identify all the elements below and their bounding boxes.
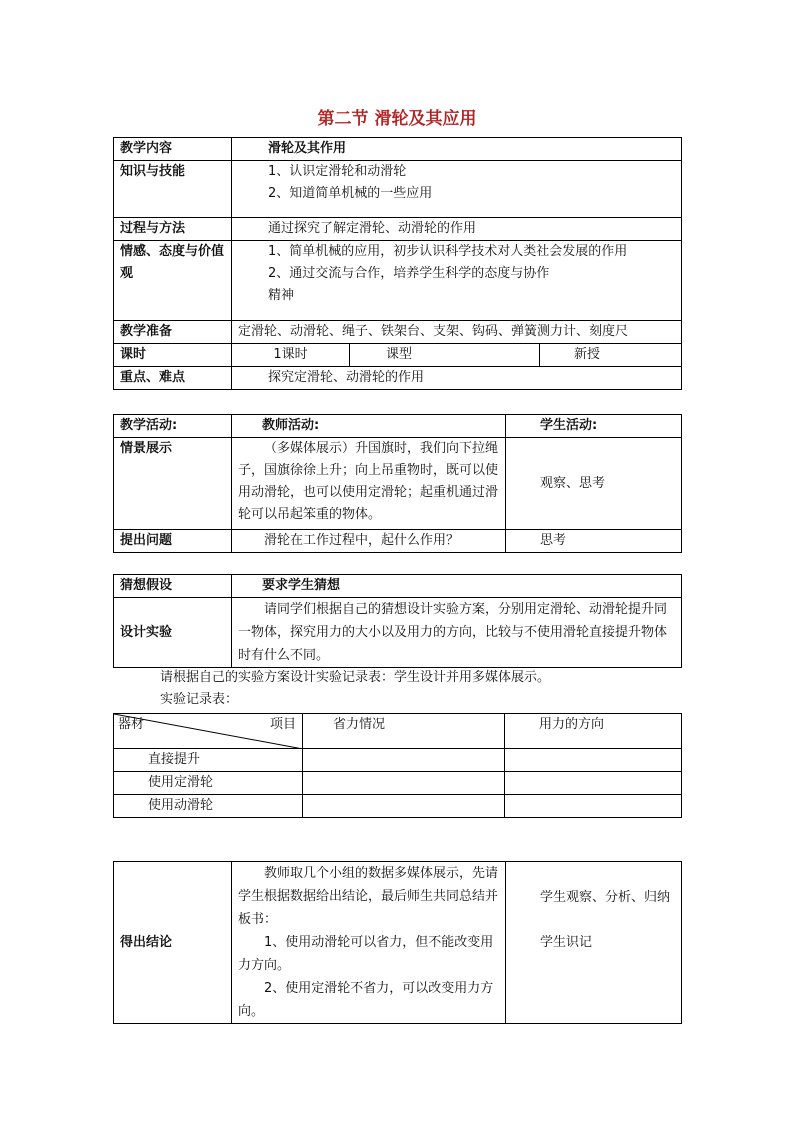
emotion-item: 2、通过交流与合作，培养学生科学的态度与协作 (268, 266, 550, 281)
scene-label: 情景展示 (114, 438, 232, 530)
type-label: 课型 (350, 344, 540, 367)
conclusion-teacher-p2: 1、使用动滑轮可以省力，但不能改变用力方向。 (238, 935, 494, 973)
scene-student: 观察、思考 (506, 438, 682, 530)
conclusion-table (113, 861, 682, 1024)
conclusion-label: 得出结论 (114, 862, 232, 1024)
prep-label: 教学准备 (114, 321, 232, 344)
record-table-instruction: 请根据自己的实验方案设计实验记录表：学生设计并用多媒体展示。 (160, 670, 551, 685)
guess-label: 猜想假设 (114, 575, 232, 598)
col-direction-header: 用力的方向 (505, 714, 682, 749)
prep-value: 定滑轮、动滑轮、绳子、铁架台、支架、钩码、弹簧测力计、刻度尺 (232, 321, 682, 344)
activity-table (113, 414, 682, 553)
key-label: 重点、难点 (114, 367, 232, 390)
table-cell (303, 772, 505, 795)
design-label: 设计实验 (114, 598, 232, 668)
key-value: 探究定滑轮、动滑轮的作用 (232, 367, 682, 390)
emotion-item: 精神 (268, 288, 295, 303)
record-table-caption: 实验记录表： (160, 692, 239, 707)
type-value: 新授 (540, 344, 682, 367)
table-cell (303, 749, 505, 772)
conclusion-teacher-p1: 教师取几个小组的数据多媒体展示，先请学生根据数据给出结论，最后师生共同总结并板书： (238, 866, 499, 927)
row-direct-lift: 直接提升 (114, 749, 303, 772)
row-movable-pulley: 使用动滑轮 (114, 795, 303, 818)
conclusion-teacher-cell (232, 862, 506, 1024)
table-cell (505, 749, 682, 772)
question-label: 提出问题 (114, 530, 232, 553)
question-student: 思考 (506, 530, 682, 553)
period-value: 1课时 (232, 344, 350, 367)
emotion-item: 1、简单机械的应用，初步认识科学技术对人类社会发展的作用 (268, 244, 628, 259)
content-label: 教学内容 (114, 138, 232, 161)
corner-header-cell (114, 714, 303, 749)
period-label: 课时 (114, 344, 232, 367)
content-value: 滑轮及其作用 (232, 138, 682, 161)
process-value: 通过探究了解定滑轮、动滑轮的作用 (232, 218, 682, 241)
teacher-header: 教师活动: (232, 415, 506, 438)
conclusion-student-2: 学生识记 (540, 935, 593, 950)
table-cell (505, 772, 682, 795)
question-teacher: 滑轮在工作过程中，起什么作用？ (232, 530, 506, 553)
lesson-overview-table (113, 137, 682, 390)
row-fixed-pulley: 使用定滑轮 (114, 772, 303, 795)
corner-right-label: 项目 (269, 717, 296, 732)
table-cell (303, 795, 505, 818)
corner-left-label: 器材 (118, 717, 145, 732)
design-value: 请同学们根据自己的猜想设计实验方案，分别用定滑轮、动滑轮提升同一物体，探究用力的大小以及用力的方向，比较与不使用滑轮直接提升物体时有什么不同。 (232, 598, 682, 668)
knowledge-label: 知识与技能 (114, 161, 232, 218)
page-title: 第二节 滑轮及其应用 (317, 109, 477, 129)
knowledge-item: 1、认识定滑轮和动滑轮 (268, 164, 407, 179)
scene-teacher: （多媒体展示）升国旗时，我们向下拉绳子，国旗徐徐上升；向上吊重物时，既可以使用动滑轮，也可以使用定滑轮；起重机通过滑轮可以吊起笨重的物体。 (232, 438, 506, 530)
activity-header: 教学活动: (114, 415, 232, 438)
conclusion-student-cell (506, 862, 682, 1024)
record-table (113, 713, 682, 818)
emotion-cell (232, 241, 682, 321)
col-saving-header: 省力情况 (303, 714, 505, 749)
student-header: 学生活动: (506, 415, 682, 438)
emotion-label: 情感、态度与价值观 (114, 241, 232, 321)
knowledge-item: 2、知道简单机械的一些应用 (268, 186, 433, 201)
guess-value: 要求学生猜想 (232, 575, 682, 598)
conclusion-teacher-p3: 2、使用定滑轮不省力，可以改变用力方向。 (238, 981, 494, 1019)
table-cell (505, 795, 682, 818)
process-label: 过程与方法 (114, 218, 232, 241)
knowledge-cell (232, 161, 682, 218)
conclusion-student-1: 学生观察、分析、归纳 (540, 890, 671, 905)
experiment-table (113, 574, 682, 668)
